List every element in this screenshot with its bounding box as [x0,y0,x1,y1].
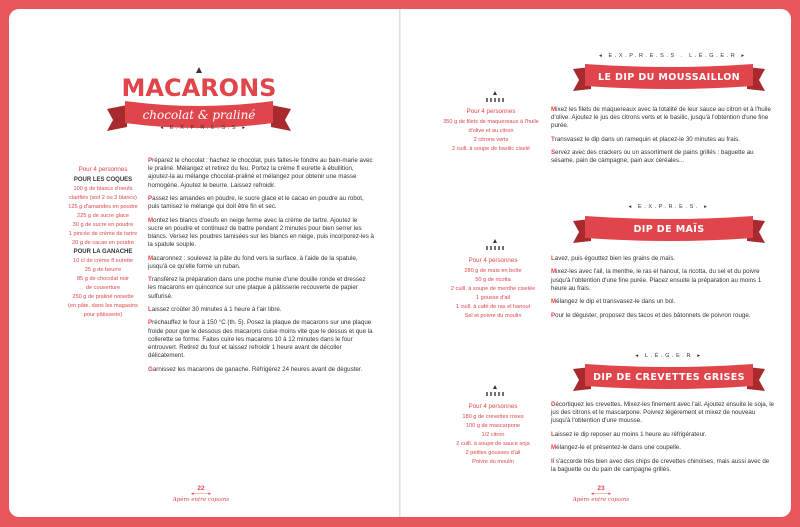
ingredient-item: 1 cuill. à café de ras el hanout [455,304,531,310]
ingredient-item: 2 petites gousses d'ail [465,450,521,456]
step: Transférez la préparation dans une poche munie d'une douille ronde et dressez les macarons en quinconce sur une plaque à pâtisserie recouverte de papier sulfurisé. [148,276,366,300]
book-title: Apéro entre copains [572,497,630,503]
step: Laissez le dip reposer au moins 1 heure au réfrigérateur. [551,430,707,438]
ingredient-item: d'olive et au citron [468,128,514,134]
tagline: ◂ E.X.P.R.E.S. ▸ [628,204,710,210]
arrow-ornament-icon [196,67,202,73]
page-footer [161,485,241,503]
step: Il s'accorde très bien avec des chips de crevettes chinoises, mais aussi avec de la baguette ou du pain de campagne grillés. [551,457,770,473]
step: Préparez le chocolat : hachez le chocolat, puis faites-le fondre au bain-marie avec le praliné. Mélangez et retirez du feu. Portez la crème fl eurette à ébullition, ajoutez-la au mélange chocolat-praliné et mélangez pour obtenir une masse homogène. Ajoutez le beurre. Laissez refroidir. [148,157,373,189]
recipe-title: DIP DE CREVETTES GRISES [593,372,745,383]
step: Mixez-les avec l'ail, la menthe, le ras el hanout, la ricotta, du sel et du poivre jusqu'à l'obtention d'une fine purée. Placez ensuite la préparation au moins 1 heure au frais. [551,268,762,292]
recipe-title: LE DIP DU MOUSSAILLON [597,72,741,83]
ingredient-item: de couverture [85,285,121,291]
recipe-steps [148,157,374,379]
step: Transvasez le dip dans un ramequin et placez-le 30 minutes au frais. [551,135,740,143]
ingredient-item: Sel et poivre du moulin [464,313,522,319]
ingredient-item: 1 pincée de crème de tartre [68,231,138,237]
ingredient-item: pour pâtisserie) [83,312,123,318]
ingredient-group-heading: POUR LES COQUES [73,177,133,183]
recipe-title-ribbon [571,361,767,393]
page-number: 23 [597,485,605,492]
step: Garnissez les macarons de ganache. Réfrigérez 24 heures avant de déguster. [148,365,363,373]
ingredient-item: 225 g de sucre glace [77,213,129,219]
step: Macaronnez : soulevez la pâte du fond vers la surface, à l'aide de la spatule, jusqu'à ce qu'elle forme un ruban. [148,254,358,270]
step: Laissez croûter 30 minutes à 1 heure à l'air libre. [148,305,282,313]
step: Lavez, puis égouttez bien les grains de maïs. [551,255,676,262]
right-page [401,9,791,517]
left-page [9,9,399,517]
ingredient-item: 100 g de blancs d'oeufs [73,186,133,192]
serves-label: Pour 4 personnes [78,166,128,173]
recipe-title: DIP DE MAÏS [633,224,705,235]
ingredient-item: 85 g de chocolat noir [77,276,129,282]
ingredient-item: 250 g de praliné noisette [72,294,134,300]
step: Pour le déguster, proposez des tacos et des bâtonnets de poivron rouge. [551,311,751,319]
ingredients-list [51,165,155,320]
whisk-icon [485,385,505,397]
page-footer [561,485,641,503]
recipe-steps [551,255,775,325]
serves-label: Pour 4 personnes [468,257,518,264]
recipe-steps [551,401,775,479]
ingredient-item: 2 cuill. à soupe de sauce soja [456,441,530,447]
recipe-title-ribbon [571,61,767,93]
ingredient-item: 280 g de maïs en boîte [464,268,522,274]
ingredient-item: 20 g de cacao en poudre [72,240,134,246]
step: Préchauffez le four à 150 °C (th. 5). Posez la plaque de macarons sur une plaque froide pour que le dessous des macarons cuise moins vite que le dessus et que la collerette se forme. Faites cuire les macarons 10 à 12 minutes dans le four entrouvert. Retirez du four et laissez refroidir 1 heure avant de décoller délicatement. [148,319,373,360]
serves-label: Pour 4 personnes [466,108,516,115]
ingredient-item: 1 gousse d'ail [475,295,511,301]
whisk-icon [485,239,505,251]
divider-arrows-icon: ◂———▸ [590,491,612,497]
recipe-title: MACARONS [121,74,277,102]
step: Mélangez-le et présentez-le dans une coupelle. [551,444,682,452]
whisk-icon [485,91,505,103]
ingredient-item: 180 g de crevettes roses [462,414,524,420]
divider-arrows-icon: ◂———▸ [190,491,212,497]
book-title: Apéro entre copains [172,497,230,503]
page-number: 22 [197,485,205,492]
recipe-subtitle: chocolat & praliné [142,108,256,122]
recipe-steps [551,106,775,171]
step: Servez avec des crackers ou un assortiment de pains grillés : baguette au sésame, pain de campagne, pain aux céréales... [551,149,754,165]
ingredient-item: 1/2 citron [481,432,505,438]
ingredient-group-heading: POUR LA GANACHE [73,249,133,255]
ingredient-item: clarifiés (soit 2 ou 3 blancs) [69,195,137,201]
tagline: ◂ E.X.P.R.E.S.S ▸ [160,125,248,131]
step: Passez les amandes en poudre, le sucre glace et le cacao en poudre au robot, puis tamisez le mélange qui doit être fin et sec. [148,195,364,211]
ingredient-item: 2 cuill. à soupe de basilic ciselé [451,146,531,152]
tagline: ◂ E.X.P.R.E.S.S . L.É.G.E.R ▸ [599,53,747,59]
ingredient-item: 10 cl de crème fl eurette [72,258,133,264]
step: Mélangez le dip et transvasez-le dans un bol. [551,298,676,306]
step: Mixez les filets de maquereaux avec la totalité de leur sauce au citron et à l'huile d'olive. Ajoutez le jus des citrons verts et le basilic, jusqu'à l'obtention d'une fine purée. [551,106,771,130]
ingredient-item: 50 g de ricotta [475,277,511,283]
ingredient-item: 25 g de beurre [84,267,122,273]
serves-label: Pour 4 personnes [468,403,518,410]
ingredient-item: 100 g de mascarpone [465,423,521,429]
ingredient-item: 2 cuill. à soupe de menthe ciselée [450,286,536,292]
ingredient-item: (en pâte, dans les magasins [68,303,138,309]
ingredient-item: 350 g de filets de maquereaux à l'huile [443,119,539,125]
ingredient-item: Poivre du moulin [472,459,514,465]
tagline: ◂ L.É.G.E.R ▸ [635,353,703,359]
ingredients-list [439,107,543,154]
ingredients-list [441,256,545,321]
ingredient-item: 125 g d'amandes en poudre [68,204,138,210]
ingredient-item: 30 g de sucre en poudre [72,222,134,228]
step: Montez les blancs d'oeufs en neige ferme avec la crème de tartre. Ajoutez le sucre en poudre et continuez de battre pendant 2 minutes pour bien serrer les blancs. Versez les poudres tamisées sur les blancs en neige, puis incorporez-les à la spatule souple. [148,216,374,249]
ingredients-list [441,402,545,467]
step: Décortiquez les crevettes. Mixez-les finement avec l'ail. Ajoutez ensuite le soja, le jus des citrons et le mascarpone. Poivrez légèrement et mixez de nouveau jusqu'à l'obtention d'une mousse. [551,401,775,425]
ingredient-item: 2 citrons verts [473,137,509,143]
recipe-title-ribbon [571,213,767,245]
